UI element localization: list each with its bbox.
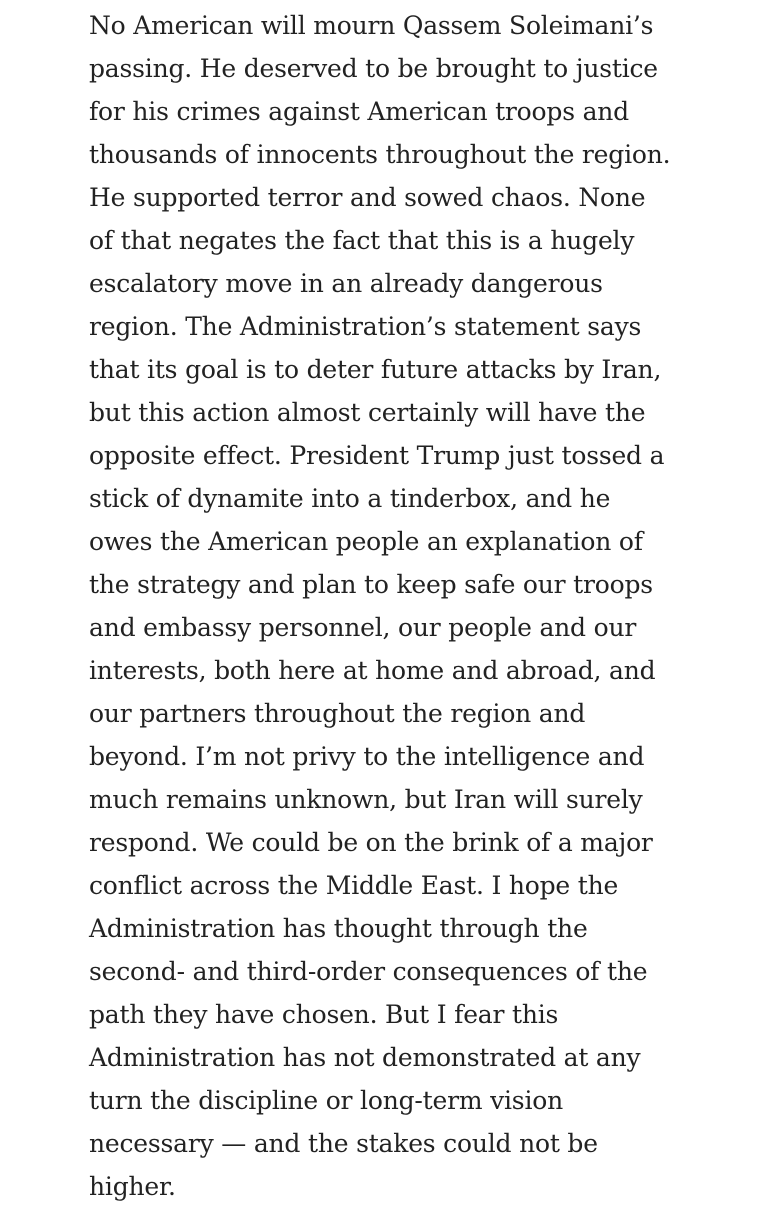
text-line: of that negates the fact that this is a hugely — [89, 226, 635, 255]
text-line: turn the discipline or long-term vision — [89, 1086, 563, 1115]
text-line: passing. He deserved to be brought to justice — [89, 54, 658, 83]
text-line: second- and third-order consequences of the — [89, 957, 648, 986]
text-line: interests, both here at home and abroad, and — [89, 656, 656, 685]
text-line: respond. We could be on the brink of a major — [89, 828, 653, 857]
text-line: owes the American people an explanation of — [89, 527, 643, 556]
text-line: He supported terror and sowed chaos. None — [89, 183, 646, 212]
text-line: Administration has thought through the — [89, 914, 588, 943]
text-line: path they have chosen. But I fear this — [89, 1000, 559, 1029]
text-line: opposite effect. President Trump just tossed a — [89, 441, 665, 470]
text-line: conflict across the Middle East. I hope the — [89, 871, 619, 900]
text-line: region. The Administration’s statement says — [89, 312, 642, 341]
text-line: necessary — and the stakes could not be — [89, 1129, 598, 1158]
text-line: and embassy personnel, our people and our — [89, 613, 637, 642]
text-line: but this action almost certainly will have the — [89, 398, 646, 427]
text-line: that its goal is to deter future attacks by Iran, — [89, 355, 662, 384]
text-line: for his crimes against American troops and — [89, 97, 629, 126]
text-line: Administration has not demonstrated at any — [89, 1043, 641, 1072]
text-line: thousands of innocents throughout the region. — [89, 140, 671, 169]
text-line: stick of dynamite into a tinderbox, and he — [89, 484, 611, 513]
text-line: the strategy and plan to keep safe our troops — [89, 570, 653, 599]
text-line: escalatory move in an already dangerous — [89, 269, 603, 298]
text-line: much remains unknown, but Iran will surely — [89, 785, 643, 814]
statement-paragraph — [89, 0, 729, 1208]
text-line: No American will mourn Qassem Soleimani’s — [89, 11, 654, 40]
text-line: higher. — [89, 1172, 176, 1201]
text-line: our partners throughout the region and — [89, 699, 586, 728]
text-line: beyond. I’m not privy to the intelligence and — [89, 742, 645, 771]
